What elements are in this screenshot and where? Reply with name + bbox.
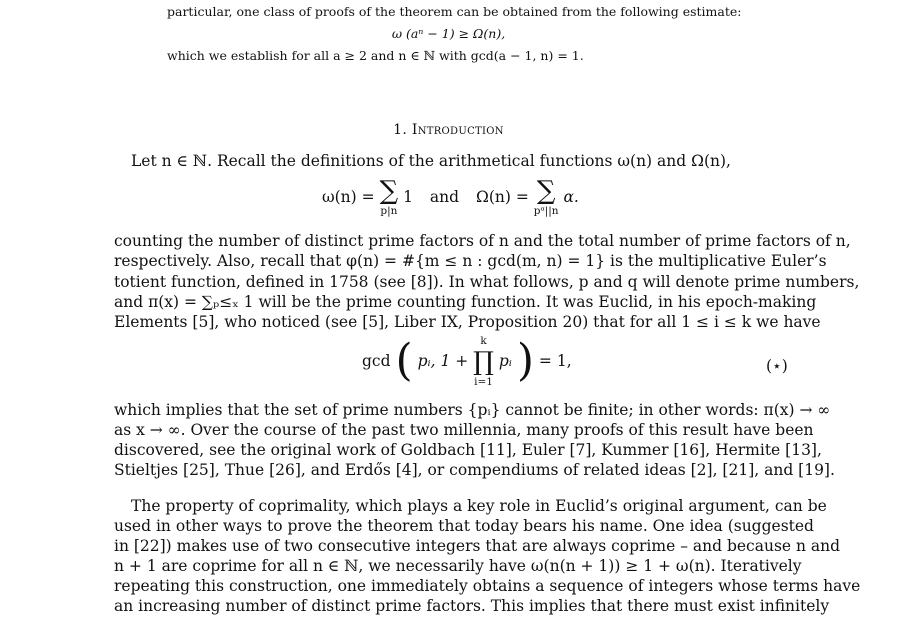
sum-symbol-1: ∑ p|n (379, 176, 399, 217)
para2-line-4: Stieltjes [25], Thue [26], and Erdős [4], or compendiums of related ideas [2], [21], and [19]. (114, 461, 835, 479)
paren-right: ) (516, 335, 534, 387)
abstract-line-3: which we establish for all a ≥ 2 and n ∈ ℕ with gcd(a − 1, n) = 1. (167, 48, 584, 63)
eq-gcd-func: gcd (362, 352, 391, 371)
para1-line-1: counting the number of distinct prime factors of n and the total number of prime factors of n, (114, 232, 851, 250)
sum-sub-1: p|n (380, 205, 398, 217)
eq-gcd-inner: pᵢ, 1 + (417, 352, 469, 371)
para3-line-4: n + 1 are coprime for all n ∈ ℕ, we necessarily have ω(n(n + 1)) ≥ 1 + ω(n). Iteratively (114, 557, 802, 575)
para3-line-3: in [22]) makes use of two consecutive integers that are always coprime – and because n and (114, 537, 841, 555)
product-symbol: k ∏ i=1 (473, 335, 494, 388)
eq-gcd-rhs: = 1, (538, 352, 572, 371)
eq-Omega-lhs: Ω(n) = (475, 187, 529, 206)
paren-left: ( (395, 335, 413, 387)
eq-omega-term: 1 (403, 187, 413, 206)
sum-sub-2: pᵅ||n (533, 205, 559, 217)
section-heading: 1. Introduction (393, 122, 504, 138)
eq-gcd-prod-term: pᵢ (498, 352, 512, 371)
eq-and: and (429, 187, 460, 206)
eq-Omega-term: α. (563, 187, 579, 206)
para3-line-1: The property of coprimality, which plays a key role in Euclid’s original argument, can be (131, 497, 827, 515)
para1-line-3: totient function, defined in 1758 (see [8]). In what follows, p and q will denote prime numbers, (114, 273, 860, 291)
para3-line-6: an increasing number of distinct prime factors. This implies that there must exist infinitely (114, 597, 830, 615)
prod-sub: i=1 (474, 375, 493, 388)
eq-omega-lhs: ω(n) = (322, 187, 375, 206)
abstract-estimate: ω (aⁿ − 1) ≥ Ω(n), (391, 26, 506, 41)
para3-line-2: used in other ways to prove the theorem that today bears his name. One idea (suggested (114, 517, 814, 535)
para3-line-5: repeating this construction, one immediately obtains a sequence of integers whose terms have (114, 577, 861, 595)
para2-line-2: as x → ∞. Over the course of the past two millennia, many proofs of this result have been (114, 421, 814, 439)
sum-symbol-2: ∑ pᵅ||n (533, 176, 559, 217)
prod-sup: k (480, 335, 487, 347)
para1-line-2: respectively. Also, recall that φ(n) = #{m ≤ n : gcd(m, n) = 1} is the multiplicative Euler’s (114, 252, 827, 270)
equation-tag: (⋆) (766, 357, 788, 375)
para1-line-5: Elements [5], who noticed (see [5], Liber IX, Proposition 20) that for all 1 ≤ i ≤ k we have (114, 313, 821, 331)
para2-line-1: which implies that the set of prime numbers {pᵢ} cannot be finite; in other words: π(x) → ∞ (114, 401, 831, 419)
para2-line-3: discovered, see the original work of Goldbach [11], Euler [7], Kummer [16], Hermite [13], (114, 441, 822, 459)
abstract-line-1: particular, one class of proofs of the theorem can be obtained from the following estimate: (167, 4, 742, 19)
equation-gcd (362, 336, 572, 396)
intro-line: Let n ∈ ℕ. Recall the definitions of the arithmetical functions ω(n) and Ω(n), (131, 152, 731, 170)
para1-line-4: and π(x) = ∑ₚ≤ₓ 1 will be the prime counting function. It was Euclid, in his epoch-making (114, 293, 817, 311)
equation-omega-Omega (322, 178, 579, 222)
